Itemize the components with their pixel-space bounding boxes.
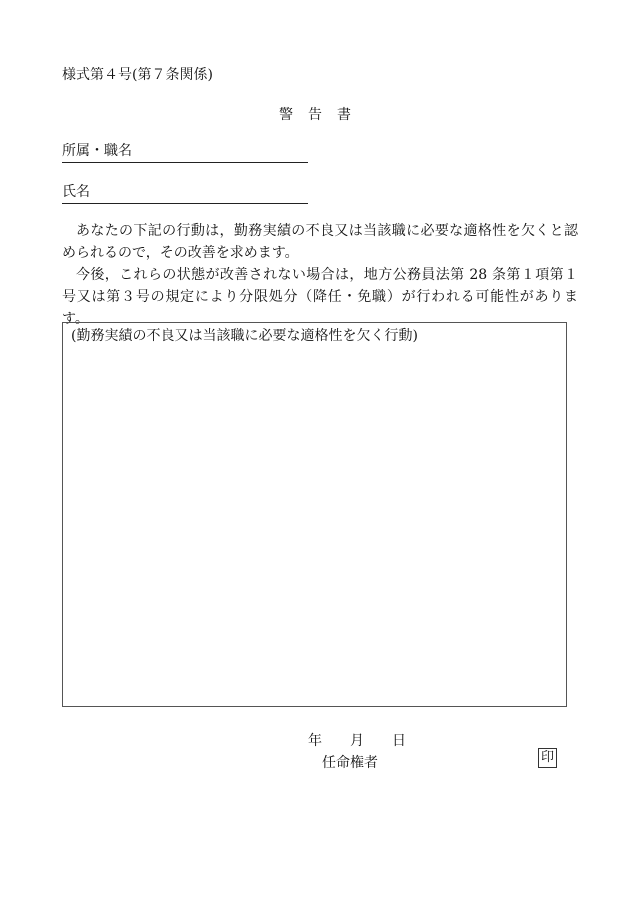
behavior-description-box[interactable] xyxy=(62,322,567,707)
name-label: 氏名 xyxy=(62,184,90,200)
form-number: 様式第４号(第７条関係) xyxy=(62,67,213,83)
name-field[interactable] xyxy=(62,183,308,204)
notice-paragraph-2: 今後，これらの状態が改善されない場合は，地方公務員法第 28 条第１項第１号又は第３号の規定により分限処分（降任・免職）が行われる可能性があります。 xyxy=(62,267,578,327)
behavior-box-caption: (勤務実績の不良又は当該職に必要な適格性を欠く行動) xyxy=(71,328,418,344)
affiliation-field[interactable] xyxy=(62,142,308,163)
affiliation-label: 所属・職名 xyxy=(62,143,132,159)
date-day: 日 xyxy=(392,733,406,749)
document-title: 警告書 xyxy=(279,107,366,123)
date-year: 年 xyxy=(308,733,322,749)
appointing-authority-label: 任命権者 xyxy=(322,755,378,771)
date-month: 月 xyxy=(350,733,364,749)
notice-paragraph-1: あなたの下記の行動は，勤務実績の不良又は当該職に必要な適格性を欠くと認められるので，その改善を求めます。 xyxy=(62,223,578,261)
seal-mark: 印 xyxy=(538,748,557,768)
notice-body xyxy=(62,220,578,330)
date-line xyxy=(308,730,406,750)
